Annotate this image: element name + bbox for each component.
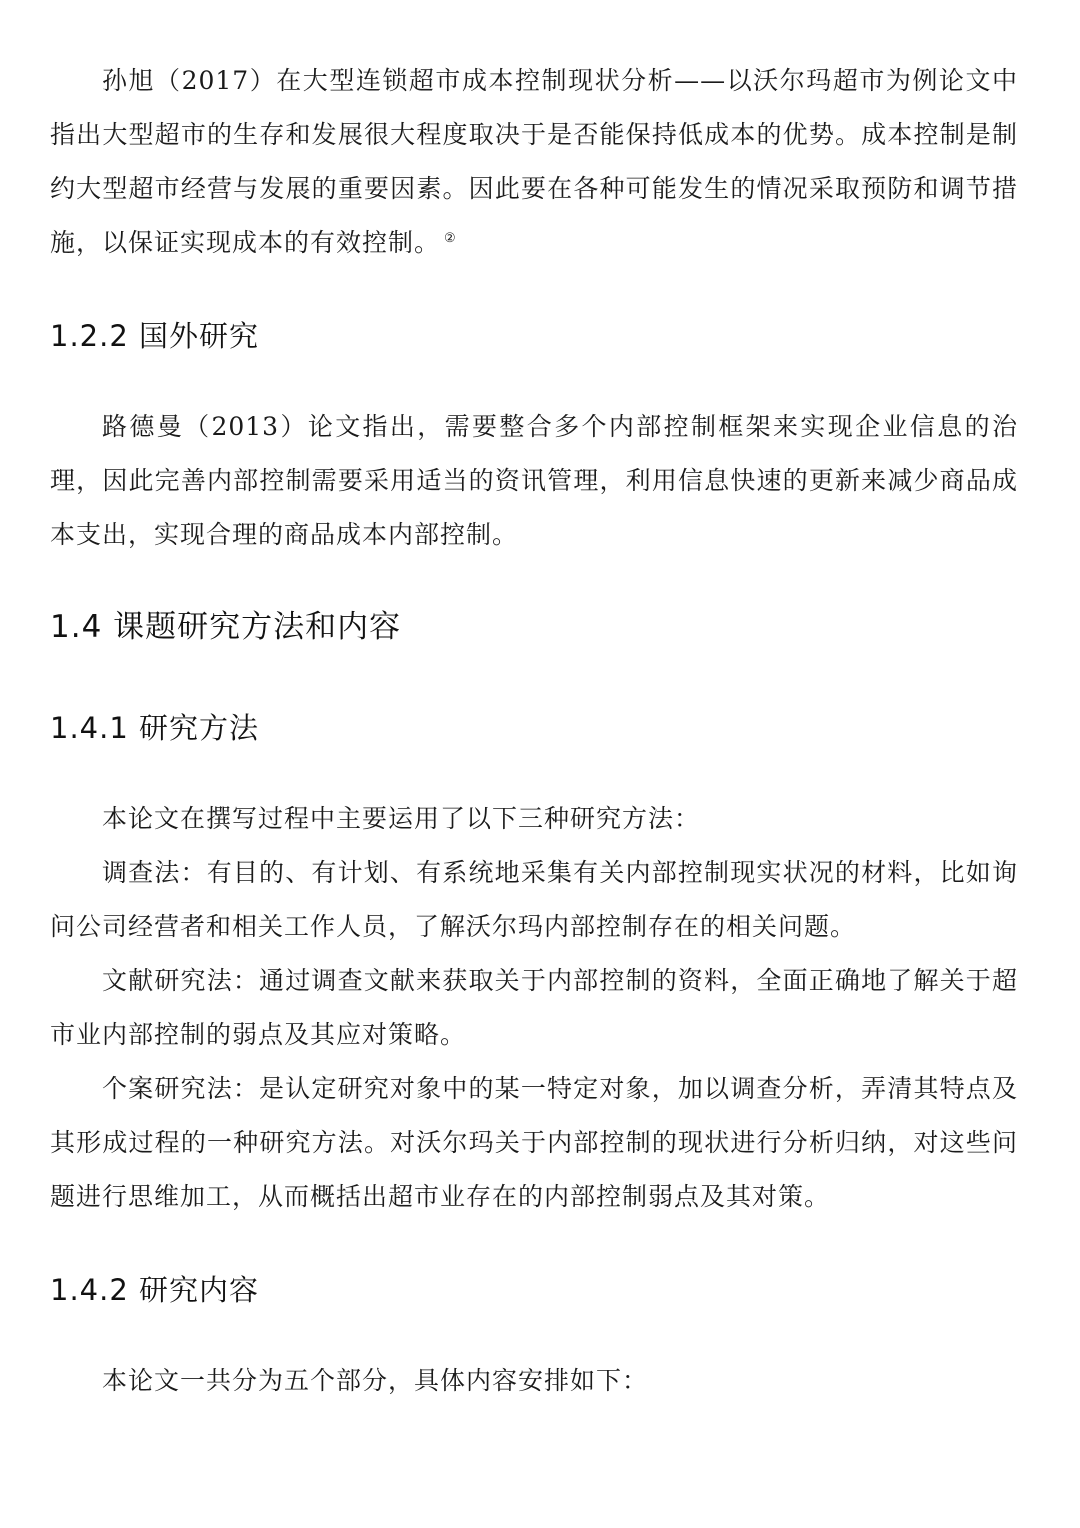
- heading-research-content: 1.4.2 研究内容: [50, 1273, 260, 1307]
- paragraph-case-method: 个案研究法：是认定研究对象中的某一特定对象，加以调查分析，弄清其特点及其形成过程的一种研究方法。对沃尔玛关于内部控制的现状进行分析归纳，对这些问题进行思维加工，从而概括出超市业存在的内部控制弱点及其对策。: [50, 1074, 1018, 1211]
- paragraph-literature-method: 文献研究法：通过调查文献来获取关于内部控制的资料，全面正确地了解关于超市业内部控制的弱点及其应对策略。: [50, 966, 1018, 1049]
- paragraph-methods-intro: 本论文在撰写过程中主要运用了以下三种研究方法：: [102, 804, 701, 833]
- paragraph-content-intro: 本论文一共分为五个部分，具体内容安排如下：: [102, 1366, 649, 1395]
- paragraph-sunxu: [50, 54, 1018, 270]
- paragraph-sunxu-text: 孙旭（2017）在大型连锁超市成本控制现状分析——以沃尔玛超市为例论文中指出大型超市的生存和发展很大程度取决于是否能保持低成本的优势。成本控制是制约大型超市经营与发展的重要因素。因此要在各种可能发生的情况采取预防和调节措施，以保证实现成本的有效控制。: [50, 66, 1018, 257]
- heading-foreign-research: 1.2.2 国外研究: [50, 319, 260, 353]
- paragraph-survey-method: 调查法：有目的、有计划、有系统地采集有关内部控制现实状况的材料，比如询问公司经营者和相关工作人员，了解沃尔玛内部控制存在的相关问题。: [50, 858, 1018, 941]
- heading-methods-and-content: 1.4 课题研究方法和内容: [50, 609, 402, 645]
- heading-research-methods: 1.4.1 研究方法: [50, 711, 260, 745]
- footnote-marker: ②: [444, 230, 457, 246]
- paragraph-ludeman: 路德曼（2013）论文指出，需要整合多个内部控制框架来实现企业信息的治理，因此完善内部控制需要采用适当的资讯管理，利用信息快速的更新来减少商品成本支出，实现合理的商品成本内部控制。: [50, 412, 1018, 549]
